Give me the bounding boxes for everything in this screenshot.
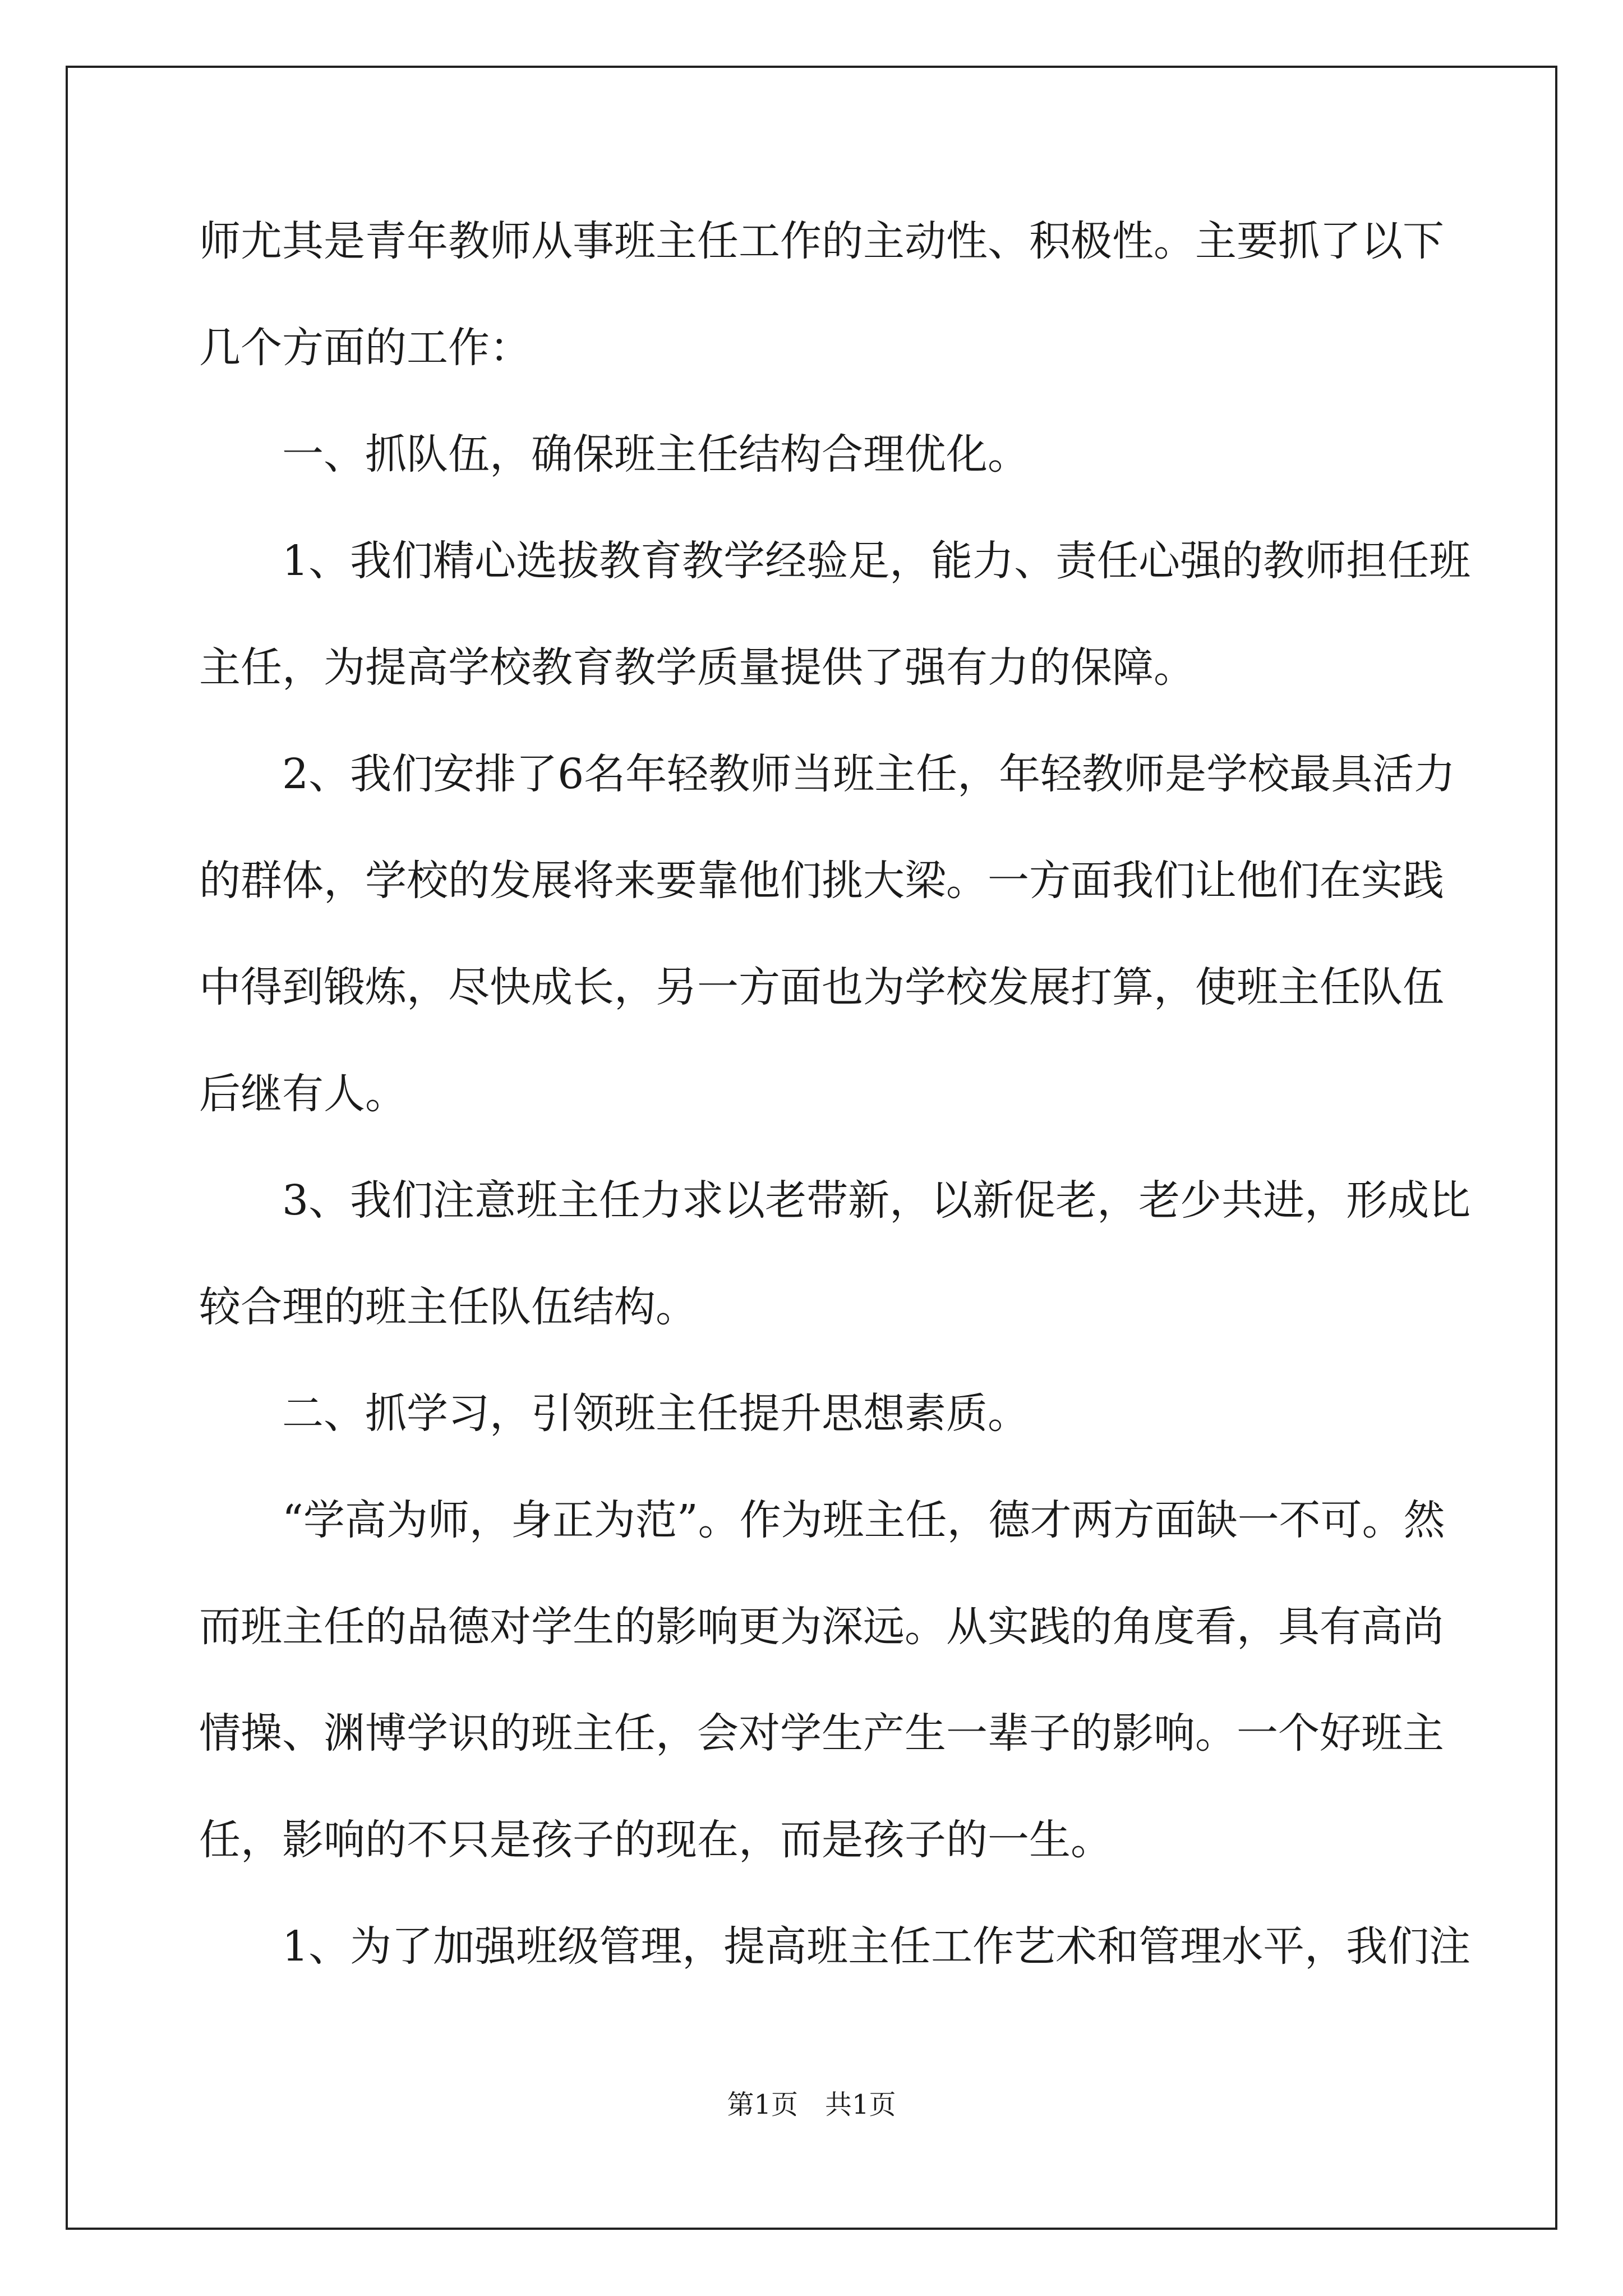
text-line: 而班主任的品德对学生的影响更为深远。从实践的角度看，具有高尚 <box>199 1603 1444 1651</box>
text-line: 情操、渊博学识的班主任，会对学生产生一辈子的影响。一个好班主 <box>199 1709 1444 1757</box>
text-line: “学高为师，身正为范”。作为班主任，德才两方面缺一不可。然 <box>282 1496 1445 1544</box>
page-footer <box>0 2088 1623 2122</box>
text-line: 2、我们安排了6名年轻教师当班主任，年轻教师是学校最具活力 <box>282 750 1456 798</box>
section-heading: 二、抓学习，引领班主任提升思想素质。 <box>282 1389 1029 1438</box>
text-line: 中得到锻炼，尽快成长，另一方面也为学校发展打算，使班主任队伍 <box>199 963 1444 1011</box>
text-line: 3、我们注意班主任力求以老带新，以新促老，老少共进，形成比 <box>282 1176 1471 1225</box>
section-heading: 一、抓队伍，确保班主任结构合理优化。 <box>282 430 1029 478</box>
text-line: 1、为了加强班级管理，提高班主任工作艺术和管理水平，我们注 <box>282 1922 1471 1971</box>
page-number: 第1页 <box>727 2089 798 2120</box>
page-border <box>66 66 1557 2230</box>
text-line: 1、我们精心选拔教育教学经验足，能力、责任心强的教师担任班 <box>282 537 1471 585</box>
page-count: 共1页 <box>825 2089 896 2120</box>
text-line: 的群体，学校的发展将来要靠他们挑大梁。一方面我们让他们在实践 <box>199 857 1444 905</box>
text-line: 任，影响的不只是孩子的现在，而是孩子的一生。 <box>199 1816 1112 1864</box>
text-line: 师尤其是青年教师从事班主任工作的主动性、积极性。主要抓了以下 <box>199 217 1444 265</box>
text-line: 几个方面的工作： <box>199 324 531 372</box>
text-line: 后继有人。 <box>199 1070 407 1118</box>
text-line: 较合理的班主任队伍结构。 <box>199 1283 697 1331</box>
text-line: 主任，为提高学校教育教学质量提供了强有力的保障。 <box>199 643 1195 692</box>
